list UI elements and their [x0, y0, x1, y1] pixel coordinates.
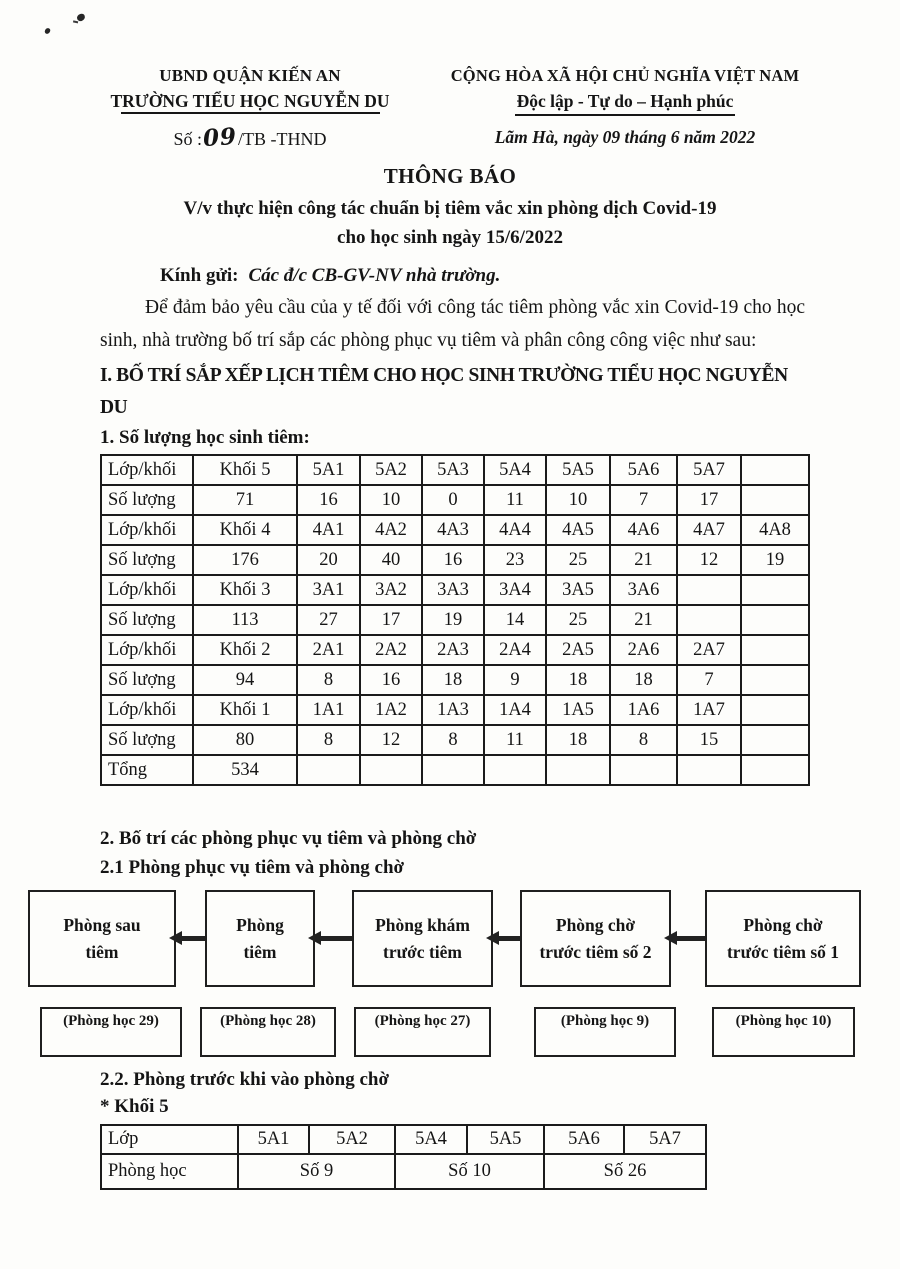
document-number-prefix: Số :: [173, 129, 202, 149]
value-cell: 4A6: [610, 515, 677, 545]
table-row: [101, 455, 809, 485]
value-cell: 5A2: [360, 455, 422, 485]
class-cell: 5A2: [309, 1125, 395, 1154]
value-cell: 1A6: [610, 695, 677, 725]
room-label-29: (Phòng học 29): [40, 1007, 182, 1057]
value-cell: 1A3: [422, 695, 484, 725]
flow-box-label: Phòng sau: [63, 914, 141, 935]
row-label-cell: Số lượng: [101, 665, 193, 695]
class-cell: 5A4: [395, 1125, 467, 1154]
value-cell: 3A6: [610, 575, 677, 605]
value-cell: 16: [360, 665, 422, 695]
room-label-28: (Phòng học 28): [200, 1007, 336, 1057]
flow-box-label: trước tiêm số 2: [539, 941, 652, 962]
value-cell: [677, 575, 741, 605]
value-cell: 2A2: [360, 635, 422, 665]
country-name: CỘNG HÒA XÃ HỘI CHỦ NGHĨA VIỆT NAM: [450, 66, 800, 85]
table-row: [101, 725, 809, 755]
row-label-cell: Tổng: [101, 755, 193, 785]
value-cell: 2A5: [546, 635, 610, 665]
value-cell: 4A4: [484, 515, 546, 545]
row-label-cell: Lớp/khối: [101, 635, 193, 665]
value-cell: [546, 755, 610, 785]
table-row: [101, 1154, 706, 1189]
value-cell: [741, 695, 809, 725]
value-cell: [741, 635, 809, 665]
row-label-cell: Lớp/khối: [101, 455, 193, 485]
flow-box-waiting-2: [520, 890, 671, 987]
document-header: [0, 0, 900, 151]
value-cell: 1A7: [677, 695, 741, 725]
flow-box-after-injection: [28, 890, 176, 987]
value-cell: 8: [422, 725, 484, 755]
value-cell: 8: [297, 665, 360, 695]
value-cell: 8: [297, 725, 360, 755]
flow-box-label: Phòng: [236, 914, 284, 935]
value-cell: [677, 755, 741, 785]
value-cell: 5A7: [677, 455, 741, 485]
value-cell: Khối 4: [193, 515, 297, 545]
table-row: [101, 695, 809, 725]
value-cell: 2A4: [484, 635, 546, 665]
table-row: [101, 605, 809, 635]
value-cell: 8: [610, 725, 677, 755]
place-and-date: Lãm Hà, ngày 09 tháng 6 năm 2022: [494, 127, 756, 147]
value-cell: Khối 3: [193, 575, 297, 605]
national-motto: [425, 91, 825, 116]
value-cell: 1A2: [360, 695, 422, 725]
flow-box-label: tiêm: [243, 941, 277, 962]
value-cell: 534: [193, 755, 297, 785]
value-cell: 19: [741, 545, 809, 575]
value-cell: 5A1: [297, 455, 360, 485]
value-cell: 16: [297, 485, 360, 515]
value-cell: 14: [484, 605, 546, 635]
national-header-block: [425, 66, 825, 151]
value-cell: 3A2: [360, 575, 422, 605]
row-label-cell: Lớp/khối: [101, 695, 193, 725]
flow-box-label: tiêm: [85, 941, 119, 962]
value-cell: 1A1: [297, 695, 360, 725]
value-cell: 1A5: [546, 695, 610, 725]
value-cell: 25: [546, 545, 610, 575]
row-label-cell: Số lượng: [101, 725, 193, 755]
issuer-block: [75, 66, 425, 151]
khoi5-room-assignment-table: [100, 1124, 707, 1190]
value-cell: 5A3: [422, 455, 484, 485]
section-1-heading-line1: I. BỐ TRÍ SẮP XẾP LỊCH TIÊM CHO HỌC SINH TRƯỜNG TIỂU HỌC NGUYỄN: [100, 365, 788, 386]
row-label-cell: Số lượng: [101, 605, 193, 635]
value-cell: 4A2: [360, 515, 422, 545]
room-flow-diagram: [0, 890, 900, 988]
flow-box-injection: [205, 890, 315, 987]
value-cell: [360, 755, 422, 785]
table-row: [101, 575, 809, 605]
table-row: [101, 755, 809, 785]
national-motto-text: Độc lập - Tự do – Hạnh phúc: [515, 91, 736, 116]
value-cell: 17: [360, 605, 422, 635]
value-cell: [741, 665, 809, 695]
value-cell: 4A5: [546, 515, 610, 545]
row-label-cell: Phòng học: [101, 1154, 238, 1189]
value-cell: 40: [360, 545, 422, 575]
value-cell: 4A1: [297, 515, 360, 545]
flow-box-pre-exam: [352, 890, 493, 987]
value-cell: 11: [484, 725, 546, 755]
room-label-10: (Phòng học 10): [712, 1007, 855, 1057]
row-label-cell: Lớp/khối: [101, 575, 193, 605]
class-cell: 5A7: [624, 1125, 706, 1154]
flow-box-label: Phòng chờ: [555, 914, 636, 935]
value-cell: Khối 1: [193, 695, 297, 725]
value-cell: [741, 725, 809, 755]
table-row: [101, 1125, 706, 1154]
class-cell: 5A1: [238, 1125, 309, 1154]
subject-line-2: cho học sinh ngày 15/6/2022: [337, 227, 563, 248]
value-cell: 0: [422, 485, 484, 515]
value-cell: 18: [546, 725, 610, 755]
value-cell: 25: [546, 605, 610, 635]
flow-box-label: Phòng chờ: [743, 914, 823, 935]
value-cell: Khối 5: [193, 455, 297, 485]
left-arrow-icon: [664, 931, 708, 945]
room-cell: Số 26: [544, 1154, 706, 1189]
issuer-parent-org: UBND QUẬN KIẾN AN: [159, 66, 341, 85]
salutation: [160, 265, 805, 287]
value-cell: 113: [193, 605, 297, 635]
value-cell: 4A3: [422, 515, 484, 545]
row-label-cell: Số lượng: [101, 545, 193, 575]
value-cell: Khối 2: [193, 635, 297, 665]
value-cell: 3A1: [297, 575, 360, 605]
value-cell: 1A4: [484, 695, 546, 725]
left-arrow-icon: [169, 931, 208, 945]
room-label-9: (Phòng học 9): [534, 1007, 676, 1057]
table-row: [101, 665, 809, 695]
value-cell: [741, 755, 809, 785]
value-cell: 18: [422, 665, 484, 695]
flow-box-label: Phòng khám: [375, 914, 470, 935]
value-cell: 21: [610, 605, 677, 635]
document-number-suffix: /TB -THND: [238, 129, 327, 149]
value-cell: 11: [484, 485, 546, 515]
value-cell: 17: [677, 485, 741, 515]
value-cell: 7: [677, 665, 741, 695]
value-cell: 18: [546, 665, 610, 695]
table-row: [101, 485, 809, 515]
document-title: THÔNG BÁO: [383, 164, 517, 188]
document-subject: [0, 194, 900, 252]
flow-box-label: trước tiêm: [383, 941, 462, 962]
row-label-cell: Lớp: [101, 1125, 238, 1154]
value-cell: 3A3: [422, 575, 484, 605]
table-row: [101, 545, 809, 575]
value-cell: 5A6: [610, 455, 677, 485]
value-cell: 4A8: [741, 515, 809, 545]
value-cell: 3A5: [546, 575, 610, 605]
value-cell: 2A1: [297, 635, 360, 665]
issuer-school-name: TRƯỜNG TIỂU HỌC NGUYỄN DU: [75, 91, 425, 112]
value-cell: 9: [484, 665, 546, 695]
salutation-recipients: Các đ/c CB-GV-NV nhà trường.: [248, 265, 501, 286]
handwritten-number: 09: [202, 122, 238, 153]
value-cell: 10: [546, 485, 610, 515]
room-label-27: (Phòng học 27): [354, 1007, 491, 1057]
value-cell: 21: [610, 545, 677, 575]
value-cell: 4A7: [677, 515, 741, 545]
value-cell: 18: [610, 665, 677, 695]
class-cell: 5A6: [544, 1125, 624, 1154]
value-cell: 5A4: [484, 455, 546, 485]
value-cell: 20: [297, 545, 360, 575]
student-count-table: [100, 454, 810, 786]
value-cell: 2A7: [677, 635, 741, 665]
flow-box-waiting-1: [705, 890, 861, 987]
value-cell: 80: [193, 725, 297, 755]
value-cell: 176: [193, 545, 297, 575]
salutation-label: Kính gửi:: [160, 265, 239, 286]
value-cell: 2A3: [422, 635, 484, 665]
value-cell: 7: [610, 485, 677, 515]
value-cell: [484, 755, 546, 785]
left-arrow-icon: [308, 931, 355, 945]
value-cell: 15: [677, 725, 741, 755]
value-cell: [677, 605, 741, 635]
row-label-cell: Số lượng: [101, 485, 193, 515]
section-2-2-heading: 2.2. Phòng trước khi vào phòng chờ: [100, 1069, 389, 1090]
section-1-heading-line2: DU: [100, 397, 128, 418]
section-2-heading: 2. Bố trí các phòng phục vụ tiêm và phòng chờ: [100, 828, 477, 849]
section-1-heading: [100, 360, 805, 424]
section-2-1-heading: 2.1 Phòng phục vụ tiêm và phòng chờ: [100, 857, 405, 878]
khoi-5-label: * Khối 5: [100, 1096, 169, 1117]
value-cell: 5A5: [546, 455, 610, 485]
value-cell: 16: [422, 545, 484, 575]
value-cell: 10: [360, 485, 422, 515]
value-cell: [610, 755, 677, 785]
room-number-row: [0, 1007, 900, 1053]
table-row: [101, 635, 809, 665]
value-cell: 3A4: [484, 575, 546, 605]
value-cell: [741, 605, 809, 635]
value-cell: [297, 755, 360, 785]
value-cell: 12: [677, 545, 741, 575]
value-cell: [741, 575, 809, 605]
subject-line-1: V/v thực hiện công tác chuẩn bị tiêm vắc xin phòng dịch Covid-19: [183, 198, 717, 219]
document-number: [75, 124, 425, 151]
table-row: [101, 515, 809, 545]
room-cell: Số 9: [238, 1154, 395, 1189]
section-1-1-heading: 1. Số lượng học sinh tiêm:: [100, 427, 310, 448]
value-cell: 19: [422, 605, 484, 635]
room-cell: Số 10: [395, 1154, 544, 1189]
left-arrow-icon: [486, 931, 523, 945]
value-cell: 94: [193, 665, 297, 695]
document-body: [100, 265, 805, 449]
row-label-cell: Lớp/khối: [101, 515, 193, 545]
flow-box-label: trước tiêm số 1: [726, 941, 840, 962]
value-cell: [422, 755, 484, 785]
value-cell: [741, 455, 809, 485]
intro-paragraph: Để đảm bảo yêu cầu của y tế đối với công tác tiêm phòng vắc xin Covid-19 cho học sinh, nhà trường bố trí sắp các phòng phục vụ tiêm và phân công công việc như sau:: [100, 297, 805, 351]
value-cell: 71: [193, 485, 297, 515]
value-cell: 27: [297, 605, 360, 635]
value-cell: [741, 485, 809, 515]
value-cell: 12: [360, 725, 422, 755]
value-cell: 2A6: [610, 635, 677, 665]
class-cell: 5A5: [467, 1125, 544, 1154]
value-cell: 23: [484, 545, 546, 575]
